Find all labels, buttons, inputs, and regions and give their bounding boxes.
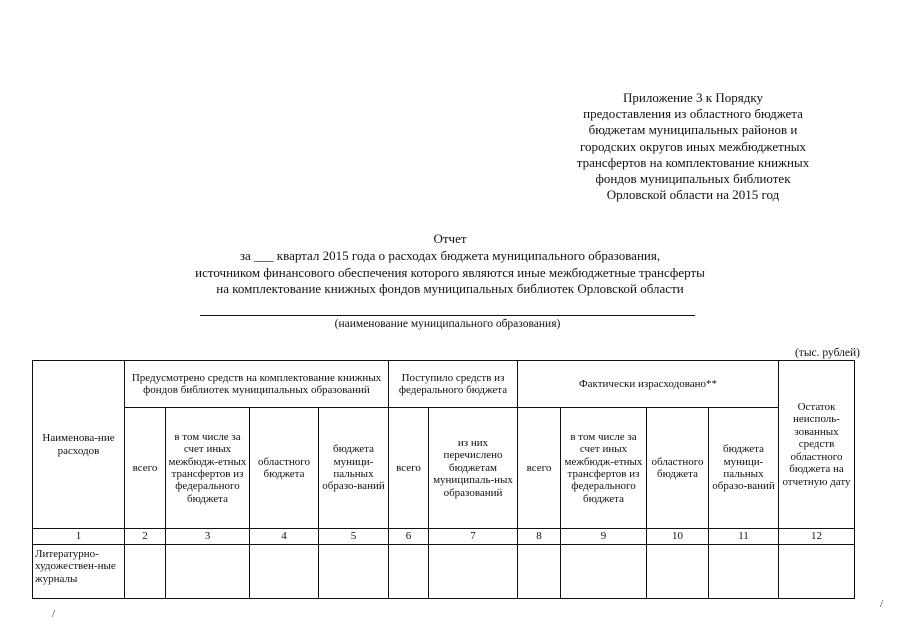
subheader-ibt-federal: в том числе за счет иных межбюдж-етных трансфертов из федерального бюджета — [166, 408, 250, 529]
header-unused-remainder: Остаток неисполь-зованных средств областного бюджета на отчетную дату — [779, 361, 855, 529]
data-cell[interactable] — [647, 545, 709, 599]
row-expense-name: Литературно-художествен-ные журналы — [33, 545, 125, 599]
column-number: 11 — [709, 529, 779, 545]
table-subheader-row — [33, 408, 855, 529]
data-cell[interactable] — [518, 545, 561, 599]
subheader-transferred: из них перечислено бюджетам муниципаль-ных образований — [429, 408, 518, 529]
appendix-line: трансфертов на комплектование книжных — [576, 154, 810, 170]
column-number: 8 — [518, 529, 561, 545]
column-number: 2 — [125, 529, 166, 545]
report-heading — [90, 231, 810, 298]
data-cell[interactable] — [166, 545, 250, 599]
subheader-municipal: бюджета муници-пальных образо-ваний — [319, 408, 389, 529]
appendix-line: бюджетам муниципальных районов и — [588, 122, 798, 138]
column-number: 12 — [779, 529, 855, 545]
header-planned-funds: Предусмотрено средств на комплектование книжных фондов библиотек муниципальных образований — [125, 361, 389, 408]
subheader-regional: областного бюджета — [250, 408, 319, 529]
appendix-line: Приложение 3 к Порядку — [623, 90, 763, 105]
subheader-regional: областного бюджета — [647, 408, 709, 529]
subheader-total: всего — [125, 408, 166, 529]
header-name-of-expenses: Наименова-ние расходов — [33, 361, 125, 529]
table-header-row — [33, 361, 855, 408]
report-subtitle-line: за ___ квартал 2015 года о расходах бюджета муниципального образования, — [239, 247, 661, 263]
municipality-name-caption: (наименование муниципального образования) — [334, 318, 561, 330]
scan-mark: / — [880, 598, 884, 610]
subheader-total: всего — [389, 408, 429, 529]
subheader-total: всего — [518, 408, 561, 529]
column-number: 4 — [250, 529, 319, 545]
units-label: (тыс. рублей) — [794, 347, 860, 359]
column-number: 1 — [33, 529, 125, 545]
column-number-row — [33, 529, 855, 545]
appendix-line: фондов муниципальных библиотек — [595, 171, 791, 187]
header-received-federal: Поступило средств из федерального бюджета — [389, 361, 518, 408]
data-cell[interactable] — [709, 545, 779, 599]
report-table — [32, 360, 855, 599]
column-number: 9 — [561, 529, 647, 545]
scan-mark: / — [52, 608, 56, 620]
data-cell[interactable] — [429, 545, 518, 599]
subheader-ibt-federal: в том числе за счет иных межбюдж-етных трансфертов из федерального бюджета — [561, 408, 647, 529]
column-number: 10 — [647, 529, 709, 545]
appendix-line: Орловской области на 2015 год — [606, 187, 780, 203]
column-number: 5 — [319, 529, 389, 545]
table-row — [33, 545, 855, 599]
column-number: 3 — [166, 529, 250, 545]
report-title: Отчет — [433, 231, 467, 246]
data-cell[interactable] — [250, 545, 319, 599]
appendix-line: городских округов иных межбюджетных — [579, 138, 807, 154]
column-number: 6 — [389, 529, 429, 545]
subheader-municipal: бюджета муници-пальных образо-ваний — [709, 408, 779, 529]
appendix-line: предоставления из областного бюджета — [583, 106, 803, 122]
appendix-block — [548, 90, 838, 203]
data-cell[interactable] — [779, 545, 855, 599]
data-cell[interactable] — [561, 545, 647, 599]
municipality-name-field-line[interactable] — [200, 315, 695, 316]
report-subtitle-line: источником финансового обеспечения которого являются иные межбюджетные трансферты — [195, 264, 705, 280]
data-cell[interactable] — [125, 545, 166, 599]
column-number: 7 — [429, 529, 518, 545]
data-cell[interactable] — [389, 545, 429, 599]
data-cell[interactable] — [319, 545, 389, 599]
header-actually-spent: Фактически израсходовано** — [518, 361, 779, 408]
report-subtitle-line: на комплектование книжных фондов муниципальных библиотек Орловской области — [216, 281, 684, 297]
